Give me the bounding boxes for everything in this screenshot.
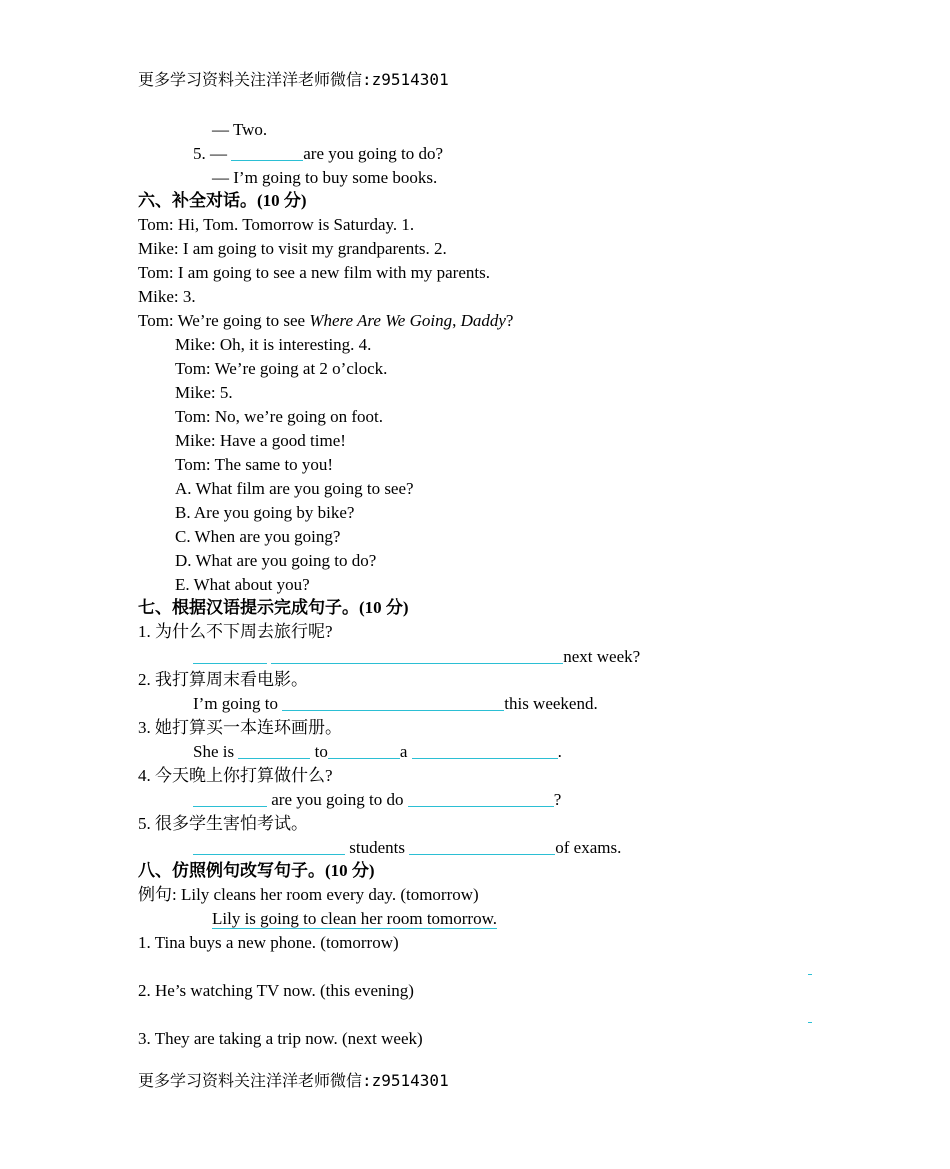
answer-line [193, 836, 621, 860]
answer-text: She is [193, 742, 239, 761]
answer-text: next week? [563, 647, 641, 666]
answer-line [193, 692, 598, 716]
option-d: D. What are you going to do? [175, 551, 377, 570]
rewrite-item: 1. Tina buys a new phone. (tomorrow) [138, 933, 399, 952]
option-e: E. What about you? [175, 575, 310, 594]
rewrite-item: 2. He’s watching TV now. (this evening) [138, 981, 414, 1000]
prev-answer-5: — I’m going to buy some books. [212, 168, 438, 187]
dialogue-text: Tom: We’re going to see [138, 311, 310, 330]
answer-blank[interactable] [193, 836, 345, 855]
question-prompt: 1. 为什么不下周去旅行呢? [138, 622, 333, 641]
answer-blank[interactable] [412, 740, 558, 759]
option-c: C. When are you going? [175, 527, 341, 546]
dialogue-line: Tom: Hi, Tom. Tomorrow is Saturday. 1. [138, 215, 415, 234]
film-title: Where Are We Going [309, 311, 453, 330]
section-8-title: 八、仿照例句改写句子。(10 分) [138, 861, 375, 880]
answer-text: to [314, 742, 328, 761]
prev-answer-4: — Two. [212, 120, 268, 139]
answer-blank[interactable] [282, 692, 504, 711]
answer-blank[interactable] [193, 645, 267, 664]
answer-text: I’m going to [193, 694, 283, 713]
example-sentence: 例句: Lily cleans her room every day. (tomorrow) [138, 885, 479, 904]
answer-line-mark [808, 1022, 812, 1023]
answer-blank[interactable] [408, 788, 554, 807]
dialogue-line: Tom: We’re going at 2 o’clock. [175, 359, 388, 378]
question-prompt: 4. 今天晚上你打算做什么? [138, 766, 333, 785]
dialogue-line: Tom: The same to you! [175, 455, 334, 474]
question-prompt: 2. 我打算周末看电影。 [138, 670, 308, 689]
page-header: 更多学习资料关注洋洋老师微信:z9514301 [138, 70, 449, 89]
answer-blank[interactable] [271, 645, 563, 664]
answer-text: . [557, 742, 562, 761]
answer-blank[interactable] [193, 788, 267, 807]
answer-line [193, 645, 640, 669]
answer-text: a [399, 742, 412, 761]
answer-text: are you going to do [267, 790, 408, 809]
prev-q5-number: 5. — [193, 144, 227, 163]
film-title: Daddy [460, 311, 506, 330]
answer-text: ? [553, 790, 562, 809]
answer-blank[interactable] [238, 740, 310, 759]
dialogue-line: Mike: 5. [175, 383, 233, 402]
answer-blank[interactable] [409, 836, 555, 855]
section-7-title: 七、根据汉语提示完成句子。(10 分) [138, 598, 409, 617]
answer-line [193, 740, 562, 764]
dialogue-line: Tom: I am going to see a new film with my parents. [138, 263, 490, 282]
answer-line [193, 788, 561, 812]
option-a: A. What film are you going to see? [175, 479, 414, 498]
dialogue-line: Mike: Have a good time! [175, 431, 346, 450]
dialogue-line [138, 309, 513, 333]
dialogue-text: , [452, 311, 461, 330]
answer-text: students [345, 838, 410, 857]
dialogue-line: Mike: 3. [138, 287, 196, 306]
option-b: B. Are you going by bike? [175, 503, 355, 522]
question-prompt: 5. 很多学生害怕考试。 [138, 814, 308, 833]
section-6-title: 六、补全对话。(10 分) [138, 191, 307, 210]
dialogue-line: Tom: No, we’re going on foot. [175, 407, 383, 426]
answer-text: this weekend. [504, 694, 598, 713]
prev-q5-text: are you going to do? [303, 144, 443, 163]
example-answer [212, 907, 497, 931]
dialogue-line: Mike: Oh, it is interesting. 4. [175, 335, 372, 354]
dialogue-line: Mike: I am going to visit my grandparents. 2. [138, 239, 447, 258]
answer-line-mark [808, 974, 812, 975]
answer-blank[interactable] [231, 142, 303, 161]
rewrite-item: 3. They are taking a trip now. (next week) [138, 1029, 423, 1048]
prev-question-5 [193, 142, 443, 166]
answer-text: of exams. [555, 838, 622, 857]
page-footer: 更多学习资料关注洋洋老师微信:z9514301 [138, 1071, 449, 1090]
dialogue-text: ? [505, 311, 514, 330]
answer-blank[interactable] [328, 740, 400, 759]
example-answer-text: Lily is going to clean her room tomorrow. [212, 909, 498, 928]
question-prompt: 3. 她打算买一本连环画册。 [138, 718, 342, 737]
